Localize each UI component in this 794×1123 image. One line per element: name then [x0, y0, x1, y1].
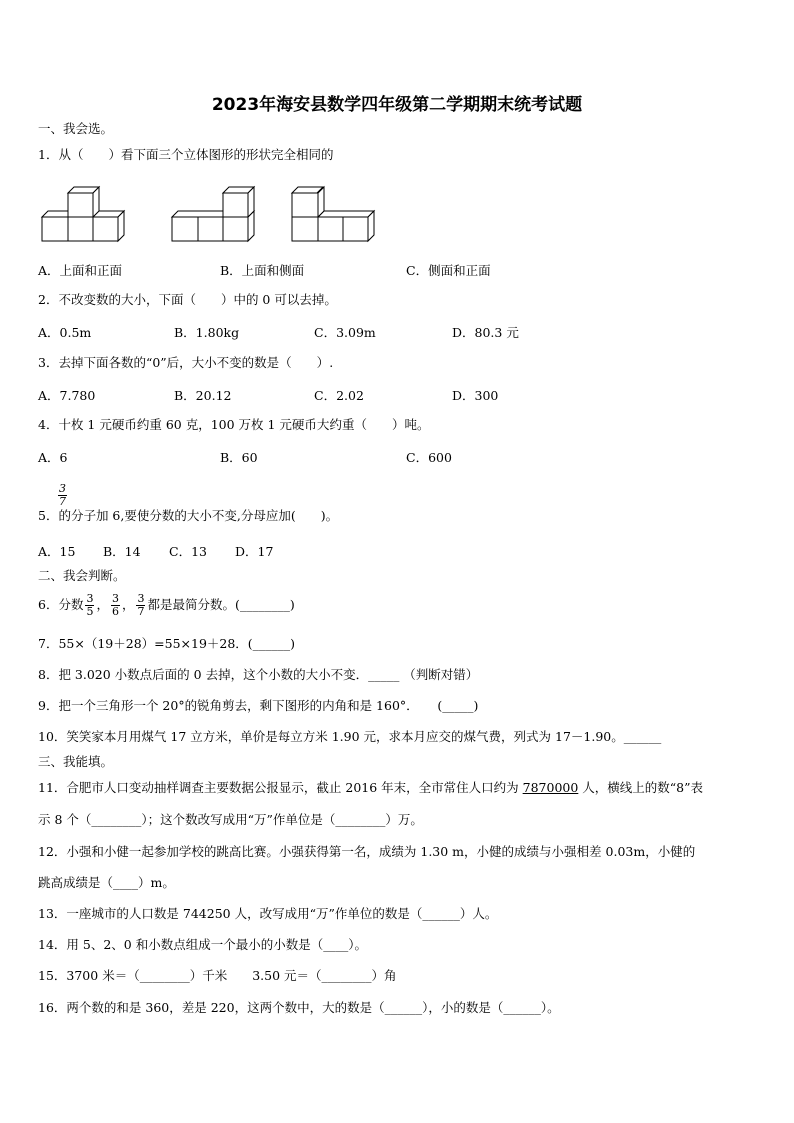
page-title: 2023年海安县数学四年级第二学期期末统考试题: [211, 95, 583, 115]
fraction-2: [111, 593, 120, 618]
question-1-options: [38, 261, 758, 277]
question-12-line-1: 12．小强和小健一起参加学校的跳高比赛。小强获得第一名，成绩为 1.30 m，小健的成绩与小强相差 0.03m，小健的: [38, 844, 696, 859]
fraction-numerator: 3: [137, 592, 145, 605]
fraction-denominator: 5: [86, 605, 94, 618]
question-10: 10．笑笑家本月用煤气 17 立方米，单价是每立方米 1.90 元，求本月应交的煤气费，列式为 17－1.90。______: [38, 729, 662, 744]
fraction-denominator: 6: [111, 605, 119, 618]
option-a[interactable]: A．7.780: [38, 388, 96, 403]
option-b[interactable]: B．60: [220, 450, 258, 465]
fraction-denominator: 7: [59, 495, 66, 508]
option-a[interactable]: A．0.5m: [38, 325, 92, 340]
fraction-3: [136, 593, 145, 618]
option-c[interactable]: C．600: [406, 450, 452, 465]
question-8: 8．把 3.020 小数点后面的 0 去掉，这个小数的大小不变．_____ （判断对错）: [38, 667, 479, 682]
cube-figure-3: [290, 180, 382, 246]
question-6-prefix: 6．分数: [38, 597, 84, 612]
question-11-text-b: 人，横线上的数“8”表: [578, 780, 704, 795]
question-11-line-2: 示 8 个（________）；这个数改写成用“万”作单位是（________）万。: [38, 812, 423, 827]
option-b[interactable]: B．1.80kg: [174, 325, 240, 340]
option-b[interactable]: B．上面和侧面: [220, 263, 305, 278]
question-2: 2．不改变数的大小，下面（ ）中的 0 可以去掉。: [38, 292, 337, 307]
question-4: 4．十枚 1 元硬币约重 60 克，100 万枚 1 元硬币大约重（ ）吨。: [38, 417, 430, 432]
question-2-options: [38, 323, 758, 339]
question-3-options: [38, 386, 758, 402]
question-5-fraction: [58, 483, 67, 508]
question-11-line-1: [38, 780, 703, 796]
underlined-number: 7870000: [522, 780, 579, 795]
option-c[interactable]: C．13: [169, 544, 207, 559]
fraction-denominator: 7: [137, 605, 145, 618]
question-5-text: 的分子加 6,要使分数的大小不变,分母应加( )。: [58, 508, 339, 523]
fraction-1: [85, 593, 94, 618]
option-c[interactable]: C．2.02: [314, 388, 364, 403]
question-13: 13．一座城市的人口数是 744250 人，改写成用“万”作单位的数是（______）人。: [38, 906, 498, 921]
question-14: 14．用 5、2、0 和小数点组成一个最小的小数是（____）。: [38, 937, 367, 952]
question-9: 9．把一个三角形一个 20°的锐角剪去，剩下图形的内角和是 160°． (_____): [38, 698, 479, 713]
question-12-line-2: 跳高成绩是（____）m。: [38, 875, 175, 890]
section-heading-judge: 二、我会判断。: [38, 568, 126, 583]
separator: ，: [121, 597, 135, 612]
option-b[interactable]: B．14: [103, 544, 141, 559]
cube-figure-1: [40, 180, 132, 246]
question-1: 1．从（ ）看下面三个立体图形的形状完全相同的: [38, 147, 334, 162]
cube-figure-2: [170, 180, 262, 246]
question-11-text-a: 11．合肥市人口变动抽样调查主要数据公报显示，截止 2016 年末，全市常住人口约为: [38, 780, 523, 795]
question-4-options: [38, 448, 758, 464]
separator: ，: [96, 597, 109, 612]
question-3: 3．去掉下面各数的“0”后，大小不变的数是（ ）.: [38, 355, 334, 370]
option-b[interactable]: B．20.12: [174, 388, 232, 403]
question-16: 16．两个数的和是 360，差是 220，这两个数中，大的数是（______），小的数是（______）。: [38, 1000, 560, 1015]
option-d[interactable]: D．17: [235, 544, 274, 559]
fraction-numerator: 3: [111, 592, 119, 605]
option-d[interactable]: D．80.3 元: [452, 325, 519, 340]
fraction-numerator: 3: [59, 482, 66, 495]
option-d[interactable]: D．300: [452, 388, 499, 403]
section-heading-choice: 一、我会选。: [38, 121, 114, 136]
option-c[interactable]: C．3.09m: [314, 325, 376, 340]
option-a[interactable]: A．15: [38, 544, 76, 559]
option-a[interactable]: A．6: [38, 450, 68, 465]
question-5-number: 5．: [38, 508, 59, 523]
fraction-numerator: 3: [86, 592, 94, 605]
question-15: 15．3700 米＝（________）千米 3.50 元＝（________）角: [38, 968, 397, 983]
question-5: [38, 508, 338, 524]
option-c[interactable]: C．侧面和正面: [406, 263, 491, 278]
option-a[interactable]: A．上面和正面: [38, 263, 123, 278]
section-heading-fill: 三、我能填。: [38, 754, 114, 769]
question-5-options: [38, 542, 758, 558]
question-6-suffix: 都是最简分数。(________): [147, 597, 295, 612]
question-7: 7．55×（19＋28）=55×19＋28．(______): [38, 636, 296, 651]
question-6: [38, 590, 295, 622]
